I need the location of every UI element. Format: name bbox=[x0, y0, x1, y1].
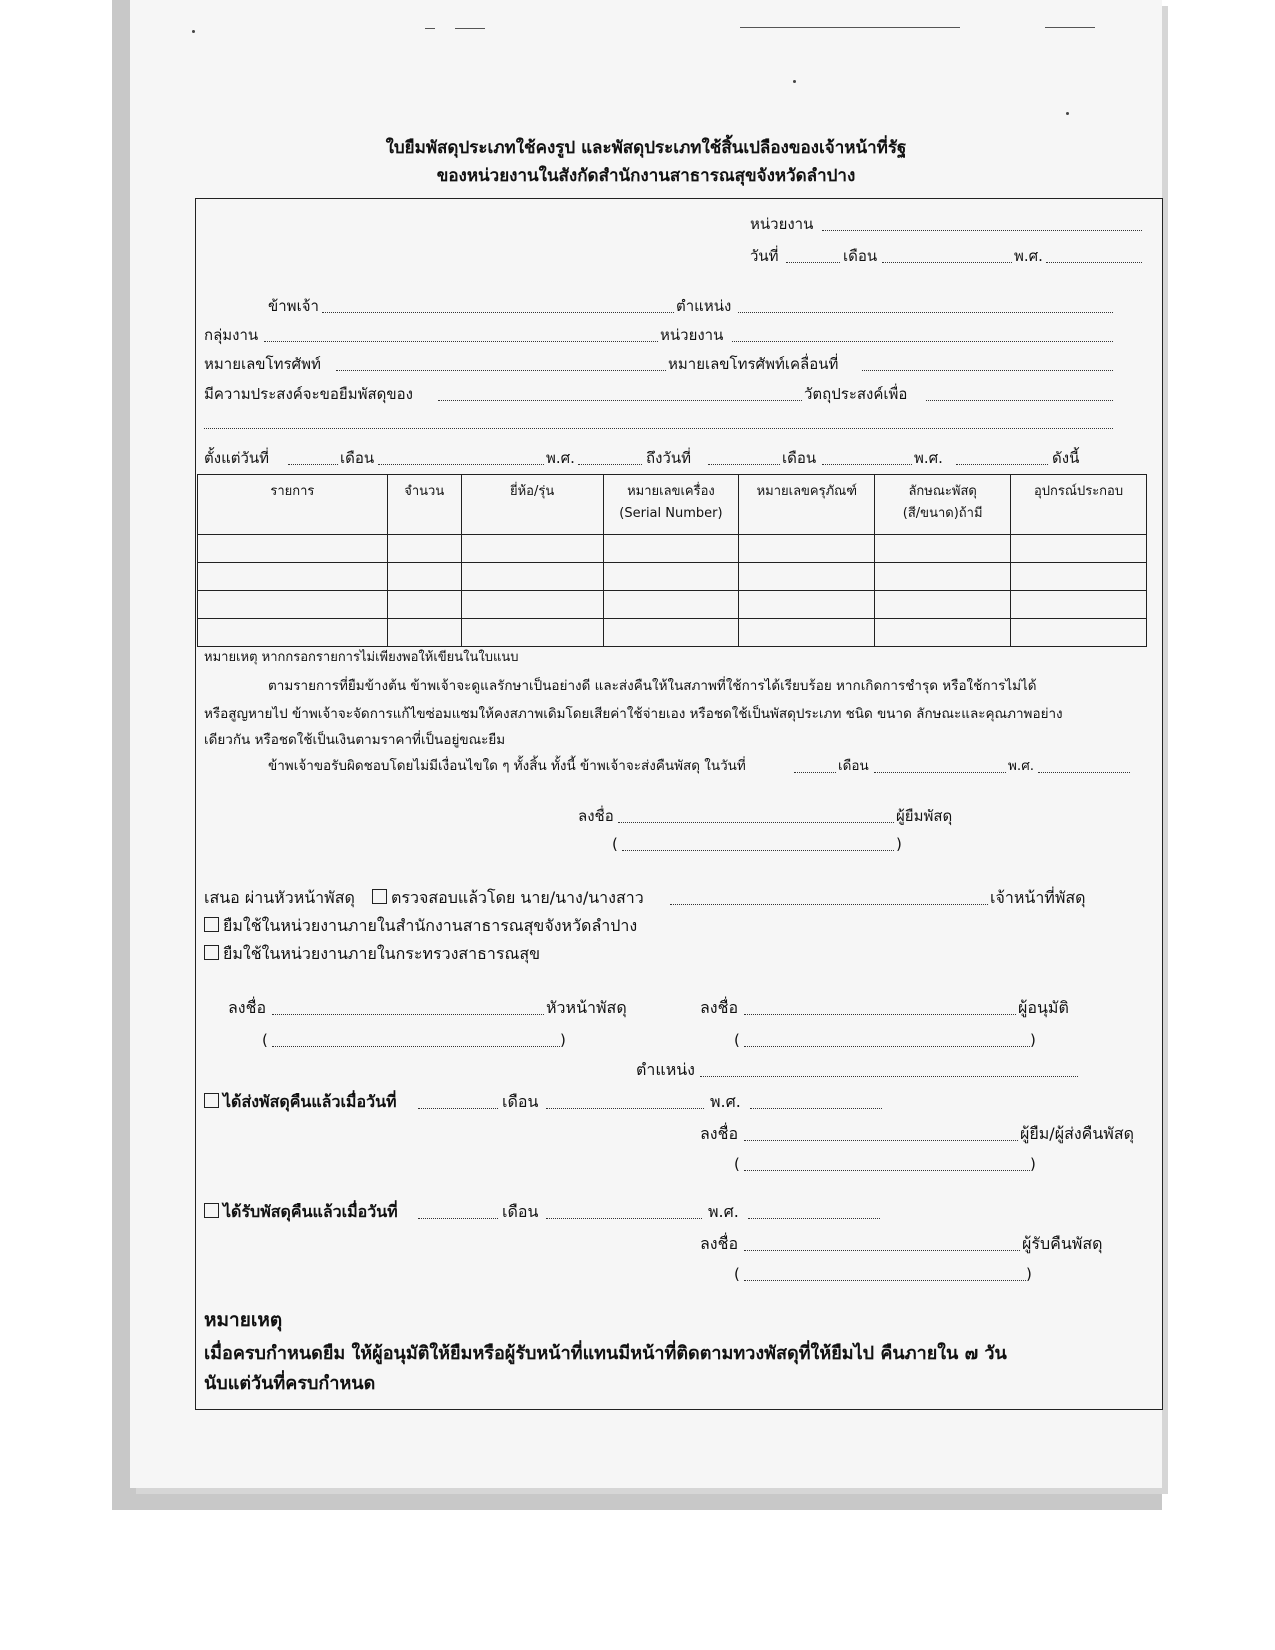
propose-via-label: เสนอ ผ่านหัวหน้าพัสดุ bbox=[204, 888, 355, 907]
returner-name-close: ) bbox=[1030, 1155, 1036, 1173]
option-ministry[interactable] bbox=[204, 944, 540, 964]
returner-signature-field[interactable] bbox=[744, 1140, 1018, 1141]
returned-year-label: พ.ศ. bbox=[710, 1092, 741, 1111]
col-header-characteristics: ลักษณะพัสดุ (สี/ขนาด)ถ้ามี bbox=[875, 475, 1011, 535]
to-date-label: ถึงวันที่ bbox=[646, 449, 691, 467]
received-month-label: เดือน bbox=[502, 1202, 539, 1221]
return-commitment-text: ข้าพเจ้าขอรับผิดชอบโดยไม่มีเงื่อนไขใด ๆ ทั้งสิ้น ทั้งนี้ ข้าพเจ้าจะส่งคืนพัสดุ ในวันที่ bbox=[268, 758, 746, 774]
name-field[interactable] bbox=[322, 312, 674, 313]
col-header-serial-number: หมายเลขเครื่อง (Serial Number) bbox=[603, 475, 739, 535]
footer-note-title: หมายเหตุ bbox=[204, 1309, 283, 1331]
position-label: ตำแหน่ง bbox=[676, 297, 732, 315]
supply-officer-label: เจ้าหน้าที่พัสดุ bbox=[990, 888, 1086, 907]
scan-speck bbox=[793, 80, 796, 83]
top-date-label: วันที่ bbox=[750, 247, 779, 265]
mobile-label: หมายเลขโทรศัพท์เคลื่อนที่ bbox=[668, 355, 839, 373]
top-year-label: พ.ศ. bbox=[1014, 247, 1043, 265]
purpose-field[interactable] bbox=[926, 400, 1113, 401]
head-name-field[interactable] bbox=[272, 1046, 560, 1047]
receiver-name-open: ( bbox=[734, 1265, 740, 1283]
received-month-field[interactable] bbox=[546, 1218, 702, 1219]
return-date-field[interactable] bbox=[794, 772, 836, 773]
option-provincial-office[interactable] bbox=[204, 916, 637, 936]
returned-month-label: เดือน bbox=[502, 1092, 539, 1111]
from-month-field[interactable] bbox=[378, 464, 544, 465]
checkbox-provincial-office[interactable] bbox=[204, 917, 219, 932]
to-month-label: เดือน bbox=[782, 449, 817, 467]
top-unit-field[interactable] bbox=[822, 230, 1142, 231]
approver-role-label: ผู้อนุมัติ bbox=[1018, 998, 1069, 1017]
purpose-label: วัตถุประสงค์เพื่อ bbox=[804, 385, 908, 403]
from-year-field[interactable] bbox=[578, 464, 642, 465]
approver-sign-label: ลงชื่อ bbox=[700, 998, 739, 1017]
from-date-field[interactable] bbox=[288, 464, 338, 465]
workgroup-field[interactable] bbox=[264, 341, 658, 342]
return-year-label: พ.ศ. bbox=[1008, 758, 1035, 774]
receiver-name-close: ) bbox=[1026, 1265, 1032, 1283]
scan-speck bbox=[192, 30, 195, 33]
receiver-sign-label: ลงชื่อ bbox=[700, 1234, 739, 1253]
return-month-label: เดือน bbox=[838, 758, 869, 774]
receiver-signature-field[interactable] bbox=[744, 1250, 1020, 1251]
returned-date-field[interactable] bbox=[418, 1108, 498, 1109]
borrower-role-label: ผู้ยืมพัสดุ bbox=[896, 807, 953, 825]
scan-mark bbox=[425, 28, 435, 29]
head-name-open: ( bbox=[262, 1031, 268, 1049]
col-header-brand-model: ยี่ห้อ/รุ่น bbox=[461, 475, 603, 535]
received-year-label: พ.ศ. bbox=[708, 1202, 739, 1221]
col-header-quantity: จำนวน bbox=[387, 475, 461, 535]
borrower-signature-field[interactable] bbox=[618, 822, 894, 823]
approver-signature-field[interactable] bbox=[744, 1014, 1016, 1015]
checkbox-returned[interactable] bbox=[204, 1093, 219, 1108]
approver-name-open: ( bbox=[734, 1031, 740, 1049]
col-header-asset-number: หมายเลขครุภัณฑ์ bbox=[739, 475, 875, 535]
phone-field[interactable] bbox=[336, 370, 666, 371]
head-name-close: ) bbox=[560, 1031, 566, 1049]
to-month-field[interactable] bbox=[822, 464, 912, 465]
returner-name-open: ( bbox=[734, 1155, 740, 1173]
table-row bbox=[198, 591, 1147, 619]
to-year-field[interactable] bbox=[956, 464, 1048, 465]
checkbox-checked-by[interactable] bbox=[372, 889, 387, 904]
purpose-field-continued[interactable] bbox=[204, 428, 1113, 429]
return-month-field[interactable] bbox=[874, 772, 1006, 773]
approver-position-label: ตำแหน่ง bbox=[636, 1060, 695, 1079]
borrower-name-field[interactable] bbox=[622, 850, 894, 851]
to-year-label: พ.ศ. bbox=[914, 449, 943, 467]
returned-label: ได้ส่งพัสดุคืนแล้วเมื่อวันที่ bbox=[223, 1092, 397, 1111]
mobile-field[interactable] bbox=[862, 370, 1113, 371]
borrower-sign-label: ลงชื่อ bbox=[578, 807, 614, 825]
workgroup-label: กลุ่มงาน bbox=[204, 326, 259, 344]
borrower-name-close: ) bbox=[896, 835, 902, 853]
form-frame bbox=[195, 198, 1163, 1410]
received-option[interactable] bbox=[204, 1202, 398, 1222]
attachment-note: หมายเหตุ หากกรอกรายการไม่เพียงพอให้เขียนในใบแนบ bbox=[204, 650, 519, 665]
position-field[interactable] bbox=[738, 312, 1113, 313]
return-year-field[interactable] bbox=[1038, 772, 1130, 773]
i-am-label: ข้าพเจ้า bbox=[268, 297, 319, 315]
returner-sign-label: ลงชื่อ bbox=[700, 1124, 739, 1143]
from-year-label: พ.ศ. bbox=[546, 449, 575, 467]
scan-speck bbox=[1066, 112, 1069, 115]
receiver-role-label: ผู้รับคืนพัสดุ bbox=[1022, 1234, 1103, 1253]
terms-line-1: ตามรายการที่ยืมข้างต้น ข้าพเจ้าจะดูแลรักษาเป็นอย่างดี และส่งคืนให้ในสภาพที่ใช้การได้เรียบร้อย หากเกิดการชำรุด หรือใช้การไม่ได้ bbox=[268, 678, 1037, 694]
head-signature-field[interactable] bbox=[272, 1014, 544, 1015]
approver-name-field[interactable] bbox=[744, 1046, 1030, 1047]
scan-mark bbox=[1045, 27, 1095, 28]
items-table bbox=[197, 474, 1147, 647]
receiver-name-field[interactable] bbox=[744, 1280, 1026, 1281]
table-row bbox=[198, 535, 1147, 563]
footer-note-line2: นับแต่วันที่ครบกำหนด bbox=[204, 1373, 376, 1394]
checked-by-label: ตรวจสอบแล้วโดย นาย/นาง/นางสาว bbox=[391, 888, 644, 907]
head-sign-label: ลงชื่อ bbox=[228, 998, 267, 1017]
top-unit-label: หน่วยงาน bbox=[750, 215, 814, 233]
to-date-field[interactable] bbox=[708, 464, 780, 465]
option-ministry-label: ยืมใช้ในหน่วยงานภายในกระทรวงสาธารณสุข bbox=[223, 944, 541, 963]
terms-line-2: หรือสูญหายไป ข้าพเจ้าจะจัดการแก้ไขซ่อมแซมให้คงสภาพเดิมโดยเสียค่าใช้จ่ายเอง หรือชดใช้เป็นพัสดุประเภท ชนิด ขนาด ลักษณะและคุณภาพอย่าง bbox=[204, 706, 1063, 722]
unit-label: หน่วยงาน bbox=[660, 326, 724, 344]
form-title-line1: ใบยืมพัสดุประเภทใช้คงรูป และพัสดุประเภทใช้สิ้นเปลืองของเจ้าหน้าที่รัฐ bbox=[385, 138, 907, 158]
top-year-field[interactable] bbox=[1046, 262, 1142, 263]
checker-name-field[interactable] bbox=[670, 904, 988, 905]
col-header-accessories: อุปกรณ์ประกอบ bbox=[1011, 475, 1147, 535]
scan-mark bbox=[455, 28, 485, 29]
approver-position-field[interactable] bbox=[700, 1076, 1078, 1077]
returner-name-field[interactable] bbox=[744, 1170, 1030, 1171]
returned-month-field[interactable] bbox=[546, 1108, 704, 1109]
borrow-from-field[interactable] bbox=[438, 400, 802, 401]
phone-label: หมายเลขโทรศัพท์ bbox=[204, 355, 321, 373]
from-month-label: เดือน bbox=[340, 449, 375, 467]
from-date-label: ตั้งแต่วันที่ bbox=[204, 449, 270, 467]
received-year-field[interactable] bbox=[748, 1218, 880, 1219]
borrower-name-open: ( bbox=[612, 835, 618, 853]
approver-name-close: ) bbox=[1030, 1031, 1036, 1049]
returner-role-label: ผู้ยืม/ผู้ส่งคืนพัสดุ bbox=[1020, 1124, 1134, 1143]
table-row bbox=[198, 619, 1147, 647]
returned-option[interactable] bbox=[204, 1092, 397, 1112]
top-month-field[interactable] bbox=[882, 262, 1012, 263]
checkbox-ministry[interactable] bbox=[204, 945, 219, 960]
footer-note-line1: เมื่อครบกำหนดยืม ให้ผู้อนุมัติให้ยืมหรือผู้รับหน้าที่แทนมีหน้าที่ติดตามทวงพัสดุที่ให้ยืมไป คืนภายใน ๗ วัน bbox=[204, 1343, 1007, 1364]
col-header-item: รายการ bbox=[198, 475, 388, 535]
form-title-line2: ของหน่วยงานในสังกัดสำนักงานสาธารณสุขจังหวัดลำปาง bbox=[436, 166, 856, 186]
checkbox-received[interactable] bbox=[204, 1203, 219, 1218]
terms-line-3: เดียวกัน หรือชดใช้เป็นเงินตามราคาที่เป็นอยู่ขณะยืม bbox=[204, 732, 506, 748]
top-date-field[interactable] bbox=[786, 262, 840, 263]
received-date-field[interactable] bbox=[418, 1218, 498, 1219]
table-row bbox=[198, 563, 1147, 591]
as-follows-label: ดังนี้ bbox=[1052, 449, 1080, 467]
unit-field[interactable] bbox=[732, 341, 1113, 342]
checked-by-option[interactable] bbox=[372, 888, 644, 908]
top-month-label: เดือน bbox=[843, 247, 878, 265]
returned-year-field[interactable] bbox=[750, 1108, 882, 1109]
head-role-label: หัวหน้าพัสดุ bbox=[546, 998, 627, 1017]
option-provincial-office-label: ยืมใช้ในหน่วยงานภายในสำนักงานสาธารณสุขจังหวัดลำปาง bbox=[223, 916, 638, 935]
wish-label: มีความประสงค์จะขอยืมพัสดุของ bbox=[204, 385, 413, 403]
received-label: ได้รับพัสดุคืนแล้วเมื่อวันที่ bbox=[223, 1202, 398, 1221]
scan-mark bbox=[740, 27, 960, 28]
